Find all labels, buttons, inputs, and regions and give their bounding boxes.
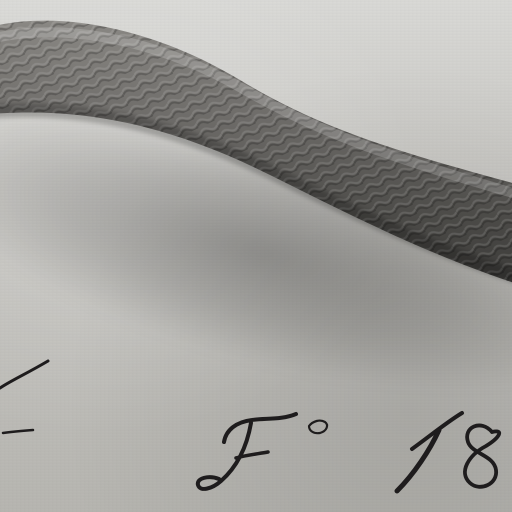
braided-cord [0,21,512,285]
handwriting-marks [0,361,499,491]
